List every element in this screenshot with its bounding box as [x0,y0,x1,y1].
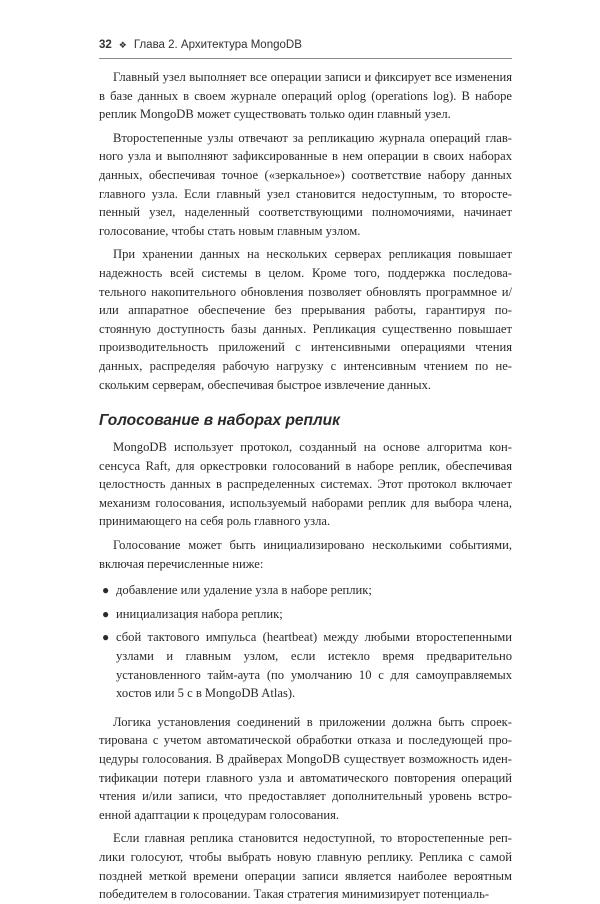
running-header [99,32,512,59]
chapter-title: Глава 2. Архитектура MongoDB [133,39,302,51]
paragraph: Главный узел выполняет все операции записи и фиксирует все изменения в базе данных в своем журнале операций oplog (operations log). В наборе реплик MongoDB может существовать только один главный узел. [99,70,512,122]
paragraph: При хранении данных на нескольких серверах репликация повышает надежность всей системы в целом. Кроме того, поддержка последовательного накопительного обновления позволяет обновлять программное и/или аппаратное обеспечение без прерывания работы, гарантируя постоянную доступность базы данных. Репликация существенно повышает производительность приложений с интенсивными операциями чтения данных, распределяя рабочую нагрузку с интенсивным чтением по нескольким серверам, обеспечивая быстрое извлечение данных. [99,247,512,392]
bullet-icon: ● [102,630,110,645]
page-number: 32 [99,39,112,51]
paragraph: Если главная реплика становится недоступной, то второстепенные реплики голосуют, чтобы выбрать новую главную реплику. Реплика с самой поздней меткой времени операции записи является наиболее вероятным победителем в голосовании. Такая стратегия минимизирует потенциаль- [99,831,512,902]
paragraph: Второстепенные узлы отвечают за репликацию журнала операций главного узла и выполняют зафиксированные в нем операции в своих наборах данных, обеспечивая точное («зеркальное») соответствие набору данных главного узла. Если главный узел становится недоступным, то второстепенный узел, наделенный соответствующими полномочиями, начинает голосование, чтобы стать новым главным узлом. [99,130,512,238]
section-heading: Голосование в наборах реплик [99,412,340,430]
list-item: ● добавление или удаление узла в наборе реплик; [99,581,512,600]
page-body [99,68,512,904]
diamond-icon: ❖ [118,39,127,50]
paragraph: Голосование может быть инициализировано несколькими событиями, включая перечисленные ниже: [99,538,512,571]
paragraph: Логика установления соединений в приложении должна быть спроектирована с учетом автоматической обработки отказа и последующей процедуры голосования. В драйверах MongoDB существует возможность идентификации потери главного узла и автоматического повторения операций чтения и/или записи, что предоставляет дополнительный уровень встроенной адаптации к процедурам голосования. [99,714,512,822]
bullet-icon: ● [102,606,110,621]
list-item: ● инициализация набора реплик; [99,605,512,624]
bullet-icon: ● [102,583,110,598]
bullet-list [99,581,512,703]
paragraph: MongoDB использует протокол, созданный на основе алгоритма консенсуса Raft, для оркестровки голосований в наборе реплик, обеспечивая целостность данных в распределенных системах. Этот протокол включает механизм голосования, используемый наборами реплик для выбора члена, принимающего на себя роль главного узла. [99,440,512,529]
list-item: ● сбой тактового импульса (heartbeat) между любыми второстепенными узлами и главным узлом, если истекло время предварительно установленного тайм-аута (по умолчанию 10 с для самоуправляемых хостов или 5 с в MongoDB Atlas). [102,630,512,701]
